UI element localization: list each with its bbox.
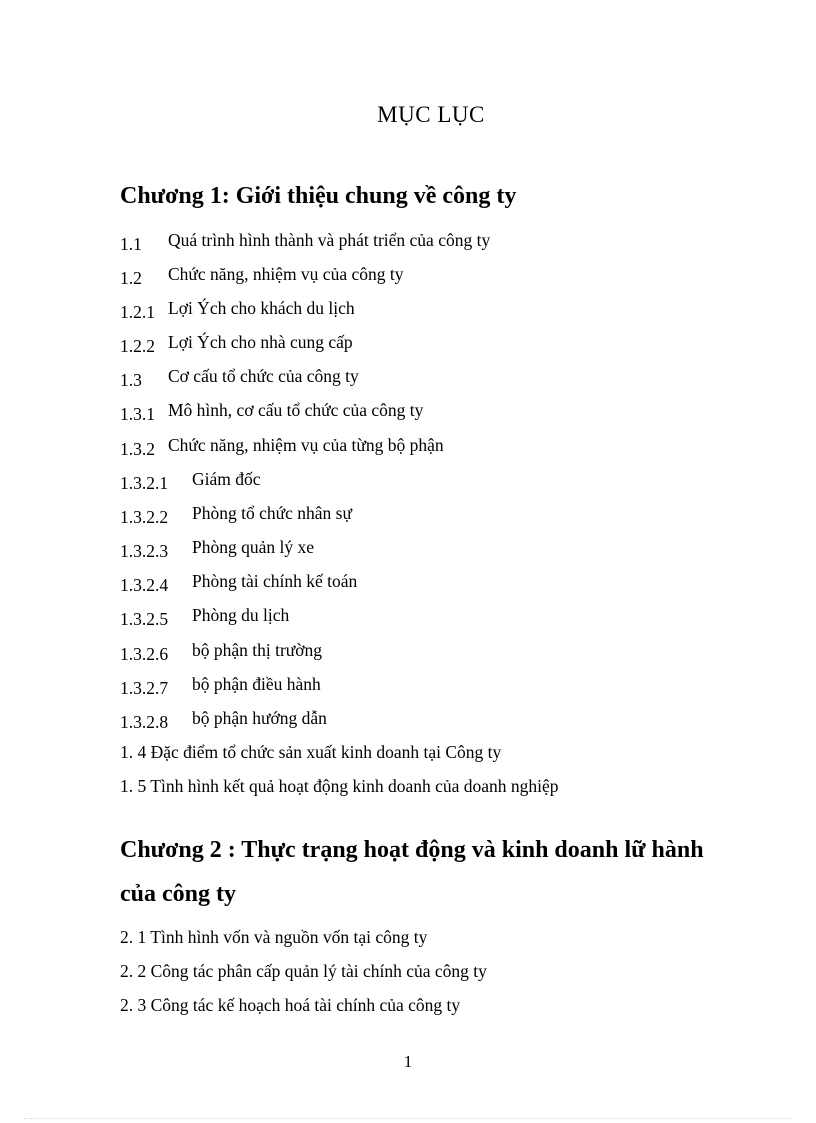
- toc-entry-text: bộ phận điều hành: [192, 674, 321, 694]
- toc-entry-text: Phòng du lịch: [192, 605, 290, 625]
- toc-entry-text: bộ phận hướng dẫn: [192, 708, 327, 728]
- toc-entry-number: 1.3.2: [120, 439, 155, 459]
- chapter-2-heading-continued: của công ty: [120, 881, 236, 907]
- toc-entry-number: 1.3: [120, 370, 142, 390]
- chapter-2-heading: Chương 2 : Thực trạng hoạt động và kinh doanh lữ hành: [120, 837, 704, 863]
- toc-entry-number: 1.3.1: [120, 404, 155, 424]
- toc-entry-number: 1.2.1: [120, 302, 155, 322]
- toc-entry-text: 2. 2 Công tác phân cấp quản lý tài chính của công ty: [120, 961, 487, 981]
- toc-entry-text: 1. 5 Tình hình kết quả hoạt động kinh doanh của doanh nghiệp: [120, 776, 559, 796]
- toc-entry-number: 1.3.2.5: [120, 609, 169, 629]
- toc-entry-number: 1.3.2.2: [120, 507, 169, 527]
- page-title: MỤC LỤC: [377, 102, 485, 127]
- toc-entry-text: Lợi Ých cho nhà cung cấp: [168, 332, 353, 352]
- toc-entry-number: 1.3.2.6: [120, 644, 169, 664]
- toc-entry-text: Phòng quản lý xe: [192, 537, 315, 557]
- toc-entry-text: Mô hình, cơ cấu tổ chức của công ty: [168, 400, 424, 420]
- toc-entry: [120, 993, 460, 1017]
- toc-entry-number: 1.3.2.4: [120, 575, 169, 595]
- toc-entry-text: bộ phận thị trường: [192, 640, 323, 660]
- toc-entry-text: Giám đốc: [192, 469, 261, 489]
- toc-entry-text: Phòng tổ chức nhân sự: [192, 503, 352, 523]
- toc-entry-text: 2. 1 Tình hình vốn và nguồn vốn tại công ty: [120, 927, 428, 947]
- toc-entry-text: 1. 4 Đặc điểm tổ chức sản xuất kinh doanh tại Công ty: [120, 742, 502, 762]
- toc-entry-text: Chức năng, nhiệm vụ của từng bộ phận: [168, 435, 444, 455]
- toc-entry-number: 1.2.2: [120, 336, 155, 356]
- toc-entry: [120, 740, 501, 764]
- toc-entry-text: Cơ cấu tổ chức của công ty: [168, 366, 359, 386]
- toc-entry-number: 1.3.2.7: [120, 678, 169, 698]
- toc-entry-text: Lợi Ých cho khách du lịch: [168, 298, 355, 318]
- toc-entry-text: 2. 3 Công tác kế hoạch hoá tài chính của công ty: [120, 995, 461, 1015]
- toc-entry-text: Phòng tài chính kế toán: [192, 571, 358, 591]
- toc-entry-number: 1.3.2.1: [120, 473, 169, 493]
- page-bottom-divider: [24, 1118, 792, 1119]
- toc-entry: [120, 925, 427, 949]
- toc-entry-text: Chức năng, nhiệm vụ của công ty: [168, 264, 404, 284]
- toc-entry-number: 1.2: [120, 268, 142, 288]
- toc-entry-number: 1.1: [120, 234, 142, 254]
- toc-entry: [120, 774, 559, 798]
- toc-entry-number: 1.3.2.3: [120, 541, 169, 561]
- chapter-1-heading: Chương 1: Giới thiệu chung về công ty: [120, 183, 517, 209]
- page-number: 1: [403, 1052, 413, 1071]
- toc-entry: [120, 959, 487, 983]
- toc-entry-text: Quá trình hình thành và phát triển của công ty: [168, 230, 491, 250]
- toc-entry-number: 1.3.2.8: [120, 712, 169, 732]
